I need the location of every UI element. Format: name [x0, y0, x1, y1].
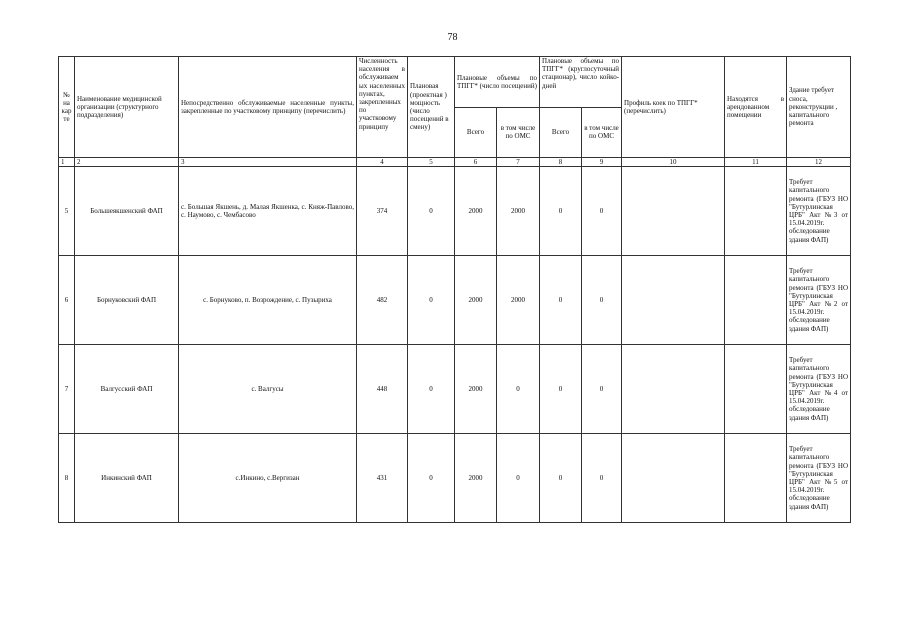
table-row	[59, 434, 851, 523]
repair-status: Требует капитального ремонта (ГБУЗ НО "Бутурлинская ЦРБ" Акт №5 от 15.04.2019г. обследование здания ФАП)	[787, 434, 851, 523]
header-beds-total: Всего	[540, 107, 582, 158]
column-number: 5	[408, 158, 455, 167]
header-row-1	[59, 57, 851, 108]
row-number: 7	[59, 345, 75, 434]
row-number: 8	[59, 434, 75, 523]
header-num: № на кар те	[59, 57, 75, 158]
repair-status: Требует капитального ремонта (ГБУЗ НО "Бутурлинская ЦРБ" Акт №4 от 15.04.2019г. обследование здания ФАП)	[787, 345, 851, 434]
header-beds: Плановые объемы по ТПГГ* (круглосуточный стационар), число койко-дней	[540, 57, 622, 108]
header-rented: Находятся в арендованном помещении	[725, 57, 787, 158]
column-number: 6	[455, 158, 497, 167]
rented	[725, 256, 787, 345]
column-number: 10	[622, 158, 725, 167]
header-settlements: Непосредственно обслуживаемые населенные пункты, закрепленные по участковому принципу (перечислить)	[179, 57, 357, 158]
facility-name: Инкинский ФАП	[75, 434, 179, 523]
bed-profile	[622, 345, 725, 434]
served-settlements: с. Борнуково, п. Возрождение, с. Пузыриха	[179, 256, 357, 345]
visits-oms: 0	[497, 345, 540, 434]
column-number: 7	[497, 158, 540, 167]
facility-name: Большеякшенский ФАП	[75, 167, 179, 256]
capacity: 0	[408, 434, 455, 523]
beds-oms: 0	[582, 345, 622, 434]
beds-oms: 0	[582, 167, 622, 256]
repair-status: Требует капитального ремонта (ГБУЗ НО "Бутурлинская ЦРБ" Акт №2 от 15.04.2019г. обследование здания ФАП)	[787, 256, 851, 345]
header-beds-oms: в том числе по ОМС	[582, 107, 622, 158]
facility-name: Борнуковский ФАП	[75, 256, 179, 345]
beds-total: 0	[540, 434, 582, 523]
beds-total: 0	[540, 167, 582, 256]
population: 431	[357, 434, 408, 523]
visits-oms: 2000	[497, 167, 540, 256]
column-number: 12	[787, 158, 851, 167]
bed-profile	[622, 167, 725, 256]
column-number: 2	[75, 158, 179, 167]
served-settlements: с.Инкино, с.Вергизан	[179, 434, 357, 523]
capacity: 0	[408, 167, 455, 256]
visits-oms: 2000	[497, 256, 540, 345]
header-capacity: Плановая (проектная ) мощность (число посещений в смену)	[408, 57, 455, 158]
capacity: 0	[408, 345, 455, 434]
visits-total: 2000	[455, 167, 497, 256]
table-row	[59, 256, 851, 345]
population: 374	[357, 167, 408, 256]
bed-profile	[622, 434, 725, 523]
capacity: 0	[408, 256, 455, 345]
column-number: 3	[179, 158, 357, 167]
column-number: 4	[357, 158, 408, 167]
table-row	[59, 345, 851, 434]
facility-name: Валгусский ФАП	[75, 345, 179, 434]
column-number: 9	[582, 158, 622, 167]
header-visits-total: Всего	[455, 107, 497, 158]
table-row	[59, 167, 851, 256]
page-number: 78	[447, 32, 458, 43]
population: 448	[357, 345, 408, 434]
header-bed-profile: Профиль коек по ТПГГ* (перечислить)	[622, 57, 725, 158]
beds-total: 0	[540, 256, 582, 345]
header-visits-oms: в том числе по ОМС	[497, 107, 540, 158]
header-org-name: Наименование медицинской организации (структурного подразделения)	[75, 57, 179, 158]
visits-total: 2000	[455, 256, 497, 345]
rented	[725, 434, 787, 523]
row-number: 5	[59, 167, 75, 256]
header-visits: Плановые объемы по ТПГГ* (число посещений)	[455, 57, 540, 108]
bed-profile	[622, 256, 725, 345]
beds-total: 0	[540, 345, 582, 434]
repair-status: Требует капитального ремонта (ГБУЗ НО "Бутурлинская ЦРБ" Акт №3 от 15.04.2019г. обследование здания ФАП)	[787, 167, 851, 256]
column-number-row	[59, 158, 851, 167]
row-number: 6	[59, 256, 75, 345]
served-settlements: с. Большая Якшень, д. Малая Якшенка, с. Княж-Павлово, с. Наумово, с. Чембасово	[179, 167, 357, 256]
header-repair: Здание требует сноса, реконструкции , капитального ремонта	[787, 57, 851, 158]
rented	[725, 167, 787, 256]
visits-oms: 0	[497, 434, 540, 523]
facilities-table	[58, 56, 851, 523]
beds-oms: 0	[582, 256, 622, 345]
population: 482	[357, 256, 408, 345]
visits-total: 2000	[455, 345, 497, 434]
rented	[725, 345, 787, 434]
column-number: 11	[725, 158, 787, 167]
visits-total: 2000	[455, 434, 497, 523]
column-number: 8	[540, 158, 582, 167]
beds-oms: 0	[582, 434, 622, 523]
served-settlements: с. Валгусы	[179, 345, 357, 434]
column-number: 1	[59, 158, 75, 167]
header-population: Численность населения в обслуживаем ых населенных пунктах, закрепленных по участковому принципу	[357, 57, 408, 158]
